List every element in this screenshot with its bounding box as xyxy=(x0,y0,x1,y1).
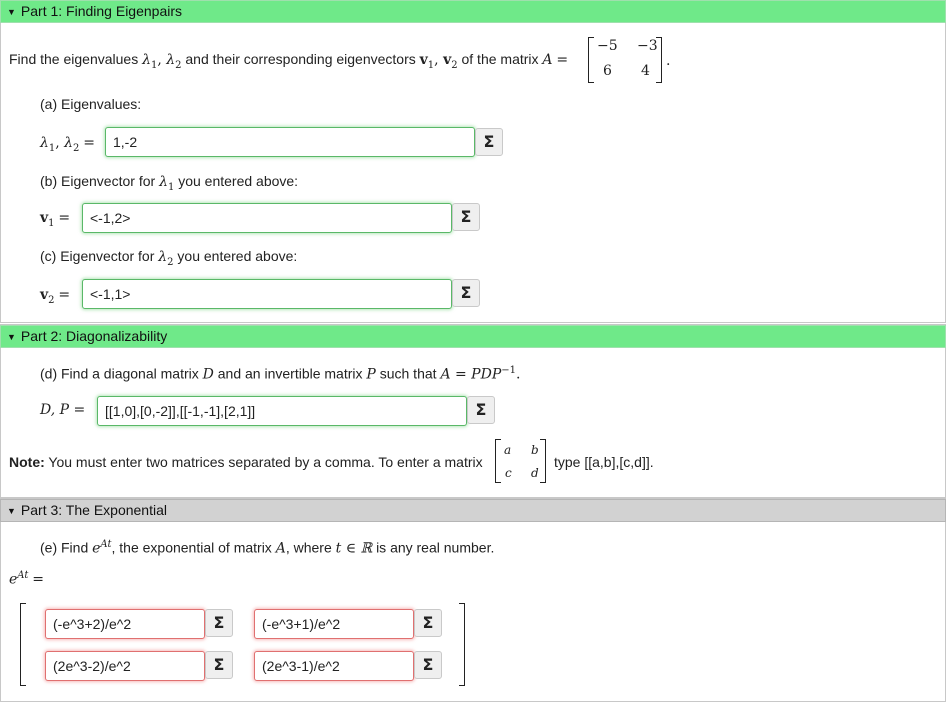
note-matrix-cell: a xyxy=(504,443,512,457)
matrix-cell: −3 xyxy=(637,38,658,54)
diagonalization-input[interactable]: [[1,0],[0,-2]],[[-1,-1],[2,1]] xyxy=(97,396,467,426)
eigenvalues-input[interactable]: 1,-2 xyxy=(105,127,475,157)
matrix-bracket-right xyxy=(656,37,662,83)
part1-header[interactable] xyxy=(0,0,946,23)
sigma-button[interactable]: Σ xyxy=(205,609,233,637)
note-matrix-bracket-right xyxy=(540,439,546,483)
matrix-entry-22[interactable]: (2e^3-1)/e^2 xyxy=(254,651,414,681)
eigenvector1-label: (b) Eigenvector for $\lambda_1$ you entered above: xyxy=(40,173,299,193)
result-matrix-bracket-left xyxy=(20,603,26,686)
note-matrix-cell: d xyxy=(531,466,539,480)
sigma-button[interactable]: Σ xyxy=(452,203,480,231)
part1-section xyxy=(0,0,946,323)
part2-header[interactable] xyxy=(0,325,946,348)
part3-title: Part 3: The Exponential xyxy=(20,502,167,518)
note-tail: type [[a,b],[c,d]]. xyxy=(554,454,654,470)
note-matrix-cell: c xyxy=(505,466,512,480)
part1-question: Find the eigenvalues $\lambda_1$, $\lambda_2$ and their corresponding eigenvectors $v_1$, $v_2$ of the matrix A = xyxy=(9,51,569,71)
period: . xyxy=(666,53,671,69)
result-matrix-bracket-right xyxy=(459,603,465,686)
matrix-cell: 4 xyxy=(641,63,650,79)
note-text: Note: You must enter two matrices separated by a comma. To enter a matrix xyxy=(9,454,483,470)
matrix-entry-21[interactable]: (2e^3-2)/e^2 xyxy=(45,651,205,681)
eigenvalues-label: (a) Eigenvalues: xyxy=(40,96,142,112)
collapse-caret-icon: ▼ xyxy=(7,332,16,342)
diagonal-question: (d) Find a diagonal matrix D and an invertible matrix P such that $A = PDP^{-1}$. xyxy=(40,365,521,383)
eigenvector2-input[interactable]: <-1,1> xyxy=(82,279,452,309)
lambda-label: $\lambda_1$, $\lambda_2$ = xyxy=(40,135,96,154)
matrix-entry-12[interactable]: (-e^3+1)/e^2 xyxy=(254,609,414,639)
eigenvector1-input[interactable]: <-1,2> xyxy=(82,203,452,233)
sigma-button[interactable]: Σ xyxy=(205,651,233,679)
matrix-cell: −5 xyxy=(597,38,618,54)
sigma-button[interactable]: Σ xyxy=(467,396,495,424)
part3-header[interactable] xyxy=(0,499,946,522)
matrix-entry-11[interactable]: (-e^3+2)/e^2 xyxy=(45,609,205,639)
part1-title: Part 1: Finding Eigenpairs xyxy=(20,3,183,19)
matrix-bracket-left xyxy=(588,37,594,83)
note-matrix-bracket-left xyxy=(495,439,501,483)
v2-label: $v_2$ = xyxy=(40,287,71,306)
collapse-caret-icon: ▼ xyxy=(7,506,16,516)
sigma-button[interactable]: Σ xyxy=(414,651,442,679)
exponential-question: (e) Find $e^{At}$, the exponential of matrix A, where t ∈ ℝ is any real number. xyxy=(40,539,495,557)
dp-label: D, P = xyxy=(40,402,86,418)
part2-title: Part 2: Diagonalizability xyxy=(20,328,168,344)
v1-label: $v_1$ = xyxy=(40,210,71,229)
collapse-caret-icon: ▼ xyxy=(7,7,16,17)
note-matrix-cell: b xyxy=(531,443,539,457)
sigma-button[interactable]: Σ xyxy=(475,128,503,156)
eat-label: $e^{At}$ = xyxy=(9,570,44,588)
eigenvector2-label: (c) Eigenvector for $\lambda_2$ you entered above: xyxy=(40,248,298,268)
sigma-button[interactable]: Σ xyxy=(452,279,480,307)
sigma-button[interactable]: Σ xyxy=(414,609,442,637)
matrix-cell: 6 xyxy=(603,63,612,79)
